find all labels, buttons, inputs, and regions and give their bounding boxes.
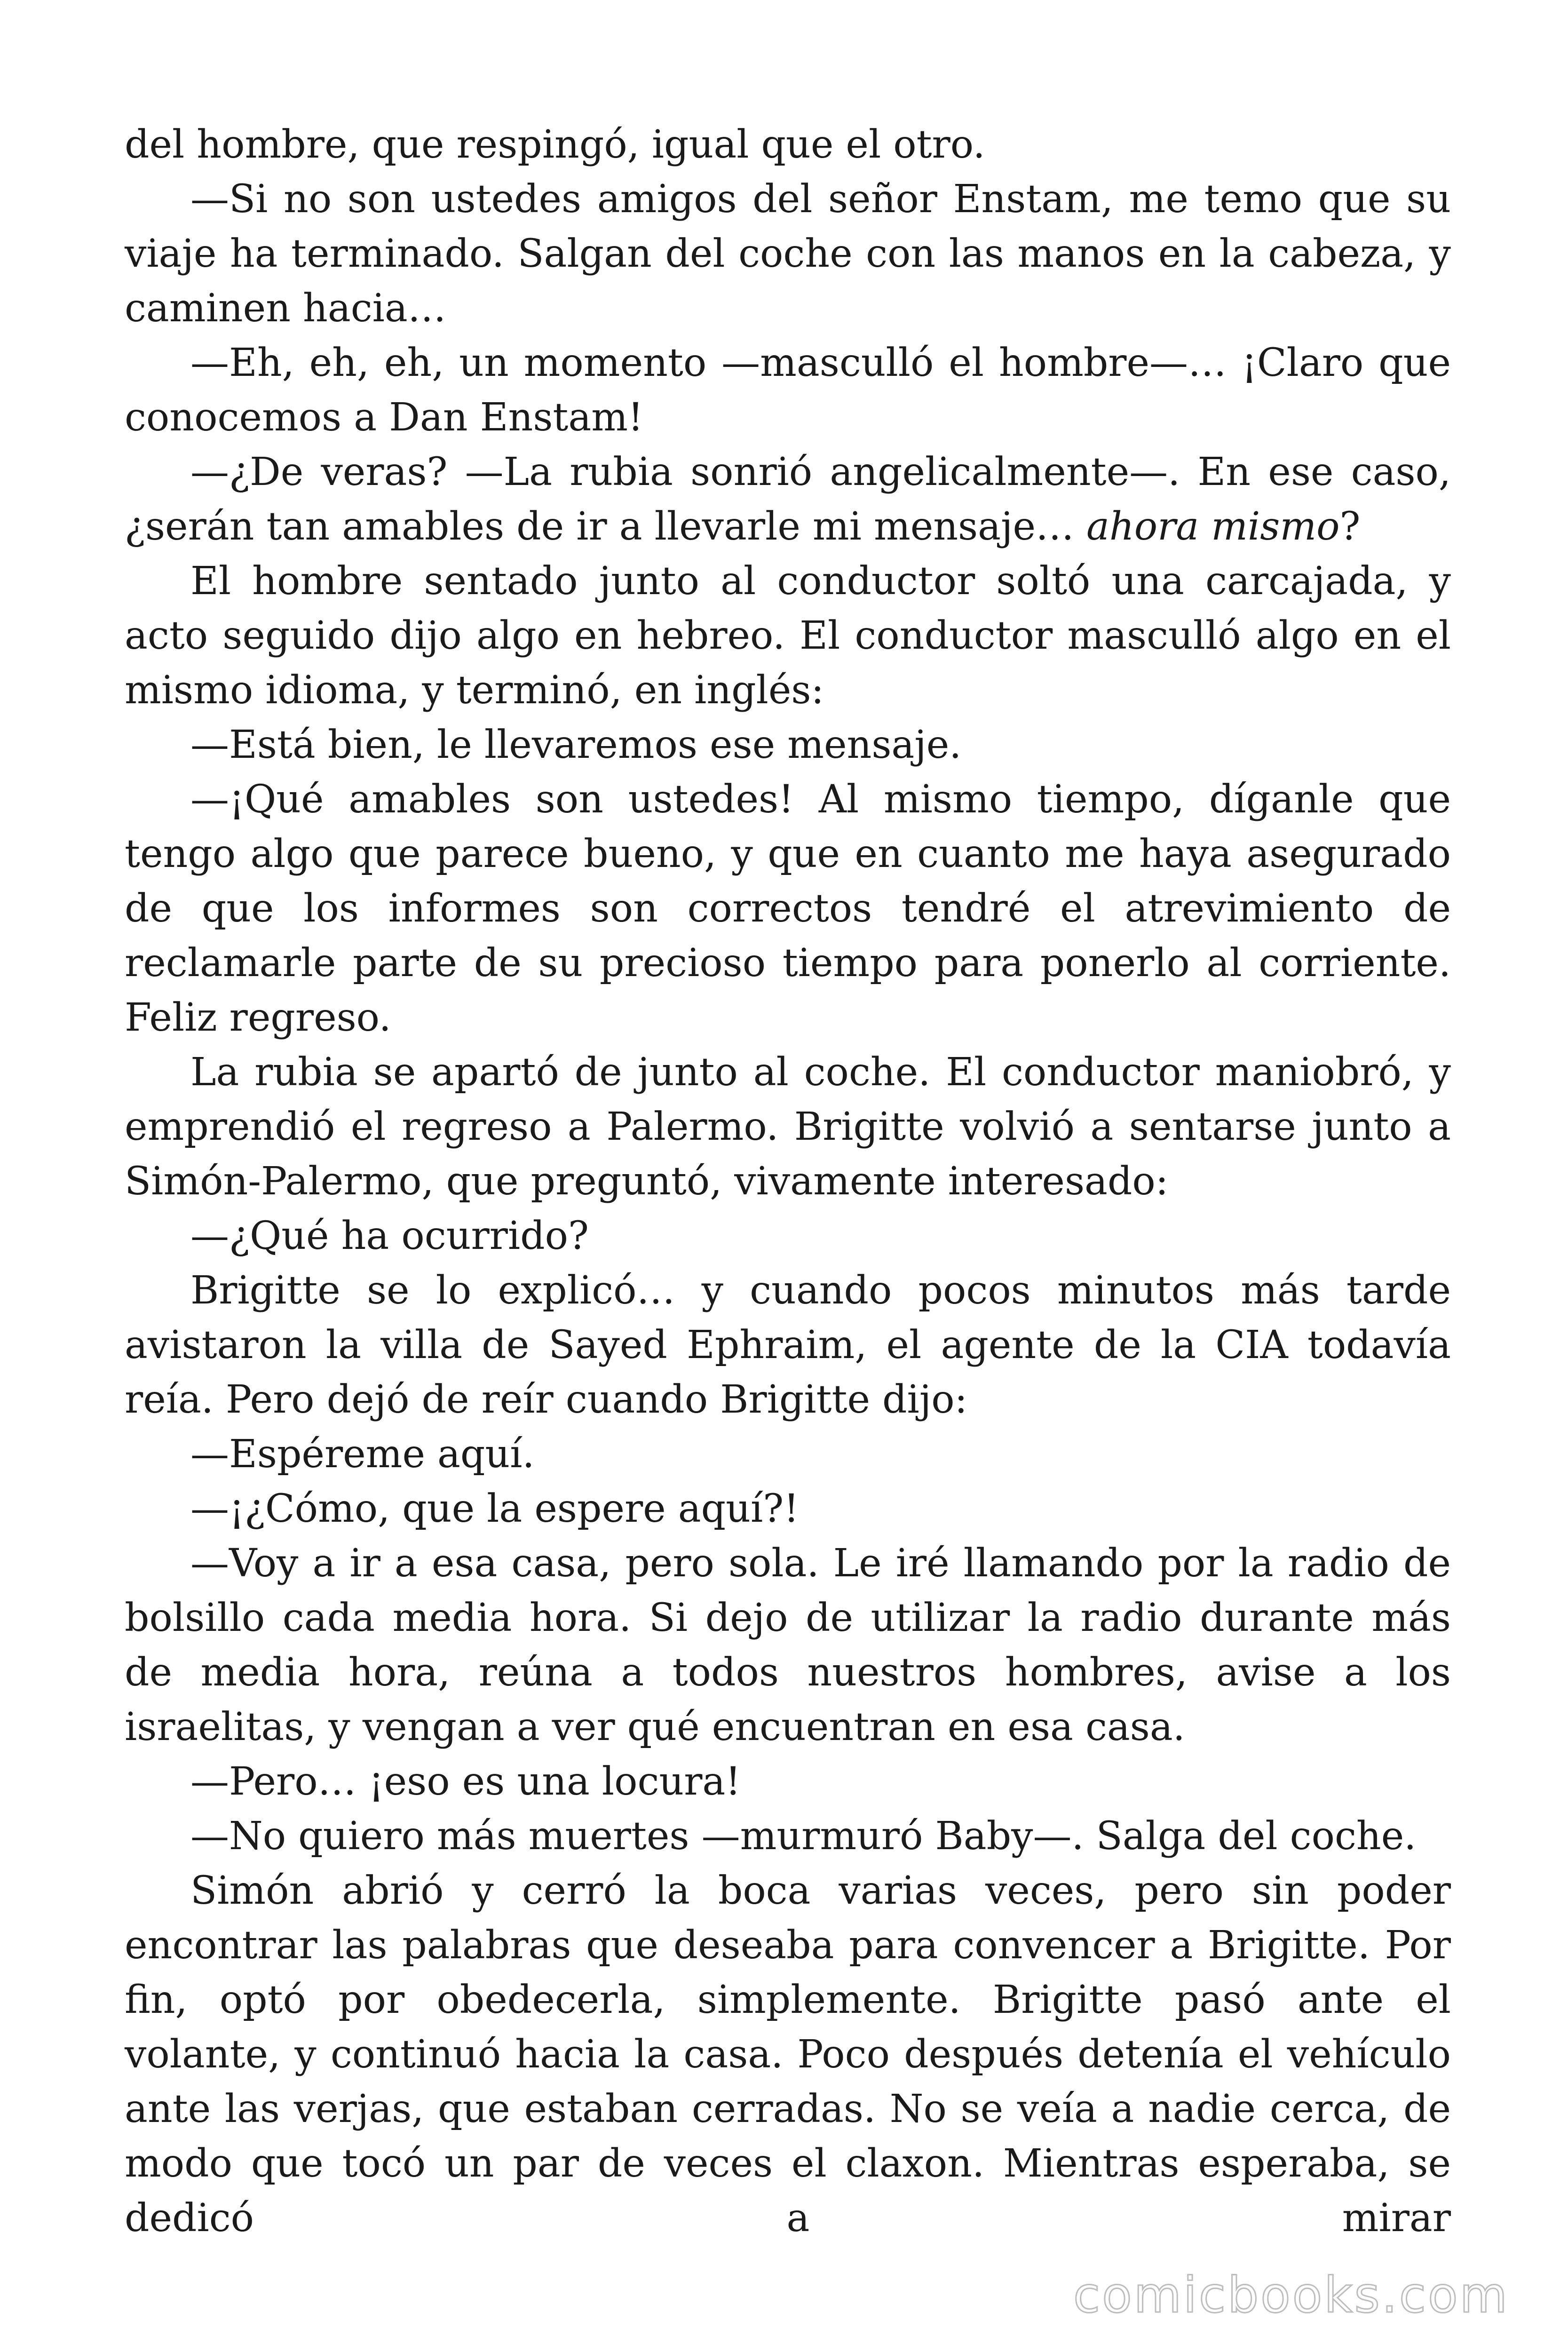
- paragraph-2: —Si no son ustedes amigos del señor Enstam, me temo que su viaje ha terminado. Salgan del coche con las manos en la cabeza, y caminen hacia…: [125, 177, 1451, 331]
- paragraph-14: —Pero… ¡eso es una locura!: [190, 1759, 741, 1804]
- paragraph-1: del hombre, que respingó, igual que el otro.: [125, 122, 985, 167]
- paragraph-13: —Voy a ir a esa casa, pero sola. Le iré llamando por la radio de bolsillo cada media hora. Si dejo de utilizar la radio durante más de media hora, reúna a todos nuestros hombres, avise a los israelitas, y vengan a ver qué encuentran en esa casa.: [125, 1541, 1451, 1749]
- paragraph-4-italic: ahora mismo: [1086, 504, 1340, 549]
- paragraph-7: —¡Qué amables son ustedes! Al mismo tiempo, díganle que tengo algo que parece bueno, y que en cuanto me haya asegurado de que los informes son correctos tendré el atrevimiento de reclamarle parte de su precioso tiempo para ponerlo al corriente. Feliz regreso.: [125, 777, 1451, 1040]
- paragraph-8: La rubia se apartó de junto al coche. El conductor maniobró, y emprendió el regreso a Palermo. Brigitte volvió a sentarse junto a Simón-Palermo, que preguntó, vivamente interesado:: [125, 1050, 1451, 1204]
- paragraph-15: —No quiero más muertes —murmuró Baby—. Salga del coche.: [190, 1814, 1417, 1859]
- paragraph-3: —Eh, eh, eh, un momento —masculló el hombre—… ¡Claro que conocemos a Dan Enstam!: [125, 341, 1451, 440]
- paragraph-9: —¿Qué ha ocurrido?: [190, 1214, 589, 1258]
- paragraph-4-end: ?: [1339, 504, 1361, 549]
- paragraph-16: Simón abrió y cerró la boca varias veces, pero sin poder encontrar las palabras que deseaba para convencer a Brigitte. Por fin, optó por obedecerla, simplemente. Brigitte pasó ante el volante, y continuó hacia la casa. Poco después detenía el vehículo ante las verjas, que estaban cerradas. No se veía a nadie cerca, de modo que tocó un par de veces el claxon. Mientras esperaba, se dedicó a mirar: [125, 1868, 1451, 2241]
- paragraph-11: —Espéreme aquí.: [190, 1432, 535, 1477]
- paragraph-10: Brigitte se lo explicó… y cuando pocos minutos más tarde avistaron la villa de Sayed Ephraim, el agente de la CIA todavía reía. Pero dejó de reír cuando Brigitte dijo:: [125, 1268, 1451, 1422]
- watermark-logo: comicbooks.com: [1073, 2266, 1509, 2324]
- paragraph-4: [125, 445, 1451, 554]
- page-body: [125, 118, 1451, 2246]
- paragraph-6: —Está bien, le llevaremos ese mensaje.: [190, 723, 962, 767]
- paragraph-12: —¡¿Cómo, que la espere aquí?!: [190, 1486, 800, 1531]
- paragraph-5: El hombre sentado junto al conductor soltó una carcajada, y acto seguido dijo algo en hebreo. El conductor masculló algo en el mismo idioma, y terminó, en inglés:: [125, 559, 1451, 713]
- paragraph-4-text: —¿De veras? —La rubia sonrió angelicalmente—. En ese caso, ¿serán tan amables de ir a llevarle mi mensaje…: [125, 450, 1451, 549]
